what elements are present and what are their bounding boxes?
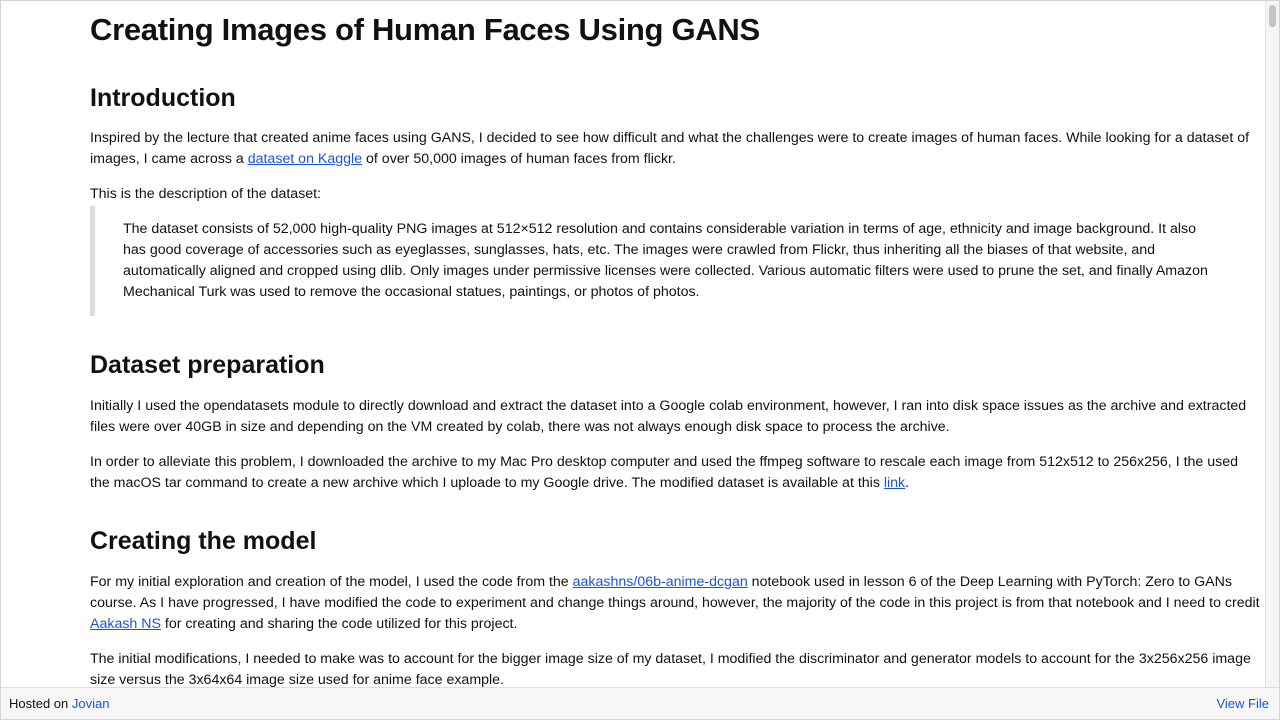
kaggle-dataset-link[interactable]: dataset on Kaggle <box>247 151 363 167</box>
heading-introduction: Introduction <box>90 84 236 112</box>
model-paragraph-2: The initial modifications, I needed to make was to account for the bigger image size of my dataset, I modified the discriminator and generator models to account for the 3x256x256 image size versus the 3x64x64 image size used for anime face example. <box>90 651 1251 687</box>
quote-text: The dataset consists of 52,000 high-quality PNG images at 512×512 resolution and contains considerable variation in terms of age, ethnicity and image background. It also has good coverage of accessories such as eyeglasses, sunglasses, hats, etc. The images were crawled from Flickr, thus inheriting all the biases of that website, and automatically aligned and cropped using dlib. Only images under permissive licenses were collected. Various automatic filters were used to prune the set, and finally Amazon Mechanical Turk was used to remove the occasional statues, paintings, or photos of photos. <box>123 221 1208 300</box>
dataset-text-a: In order to alleviate this problem, I downloaded the archive to my Mac Pro desktop computer and used the ffmpeg software to rescale each image from 512x512 to 256x256, I the used the macOS tar command to create a new archive which I uploade to my Google drive. The modified dataset is available at this <box>90 454 1239 491</box>
heading-dataset-preparation: Dataset preparation <box>90 351 325 379</box>
dataset-paragraph-2 <box>90 452 1260 494</box>
jovian-link[interactable]: Jovian <box>71 696 110 711</box>
model-text-c: for creating and sharing the code utilized for this project. <box>160 616 518 632</box>
page-title: Creating Images of Human Faces Using GANS <box>90 12 760 47</box>
dataset-paragraph-1: Initially I used the opendatasets module to directly download and extract the dataset into a Google colab environment, however, I ran into disk space issues as the archive and extracted files were over 40GB in size and depending on the VM created by colab, there was not always enough disk space to process the archive. <box>90 398 1247 435</box>
model-text-b: notebook used in lesson 6 of the Deep Learning with PyTorch: Zero to GANs course. As I have progressed, I have modified the code to experiment and change things around, however, the majority of the code in this project is from that notebook and I need to credit <box>90 574 1260 611</box>
view-file-link[interactable]: View File <box>1216 696 1269 711</box>
vertical-scrollbar[interactable] <box>1265 1 1279 687</box>
hosted-prefix: Hosted on <box>9 696 72 711</box>
footer-bar <box>1 687 1279 720</box>
author-link[interactable]: Aakash NS <box>90 616 161 632</box>
article-content <box>90 1 1260 687</box>
notebook-link[interactable]: aakashns/06b-anime-dcgan <box>572 574 748 590</box>
modified-dataset-link[interactable]: link <box>883 475 906 491</box>
intro-text-b: of over 50,000 images of human faces from flickr. <box>362 151 676 167</box>
dataset-description-quote <box>90 206 1225 316</box>
intro-paragraph <box>90 128 1260 170</box>
intro-text-a: Inspired by the lecture that created anime faces using GANS, I decided to see how difficult and what the challenges were to create images of human faces. While looking for a dataset of images, I came across a <box>90 130 1250 167</box>
heading-creating-model: Creating the model <box>90 527 317 555</box>
dataset-description-label: This is the description of the dataset: <box>90 186 322 202</box>
model-paragraph-1 <box>90 572 1260 635</box>
model-text-a: For my initial exploration and creation of the model, I used the code from the <box>90 574 573 590</box>
dataset-text-b: . <box>905 475 910 491</box>
hosted-on <box>9 688 109 720</box>
scrollbar-thumb[interactable] <box>1269 5 1276 27</box>
